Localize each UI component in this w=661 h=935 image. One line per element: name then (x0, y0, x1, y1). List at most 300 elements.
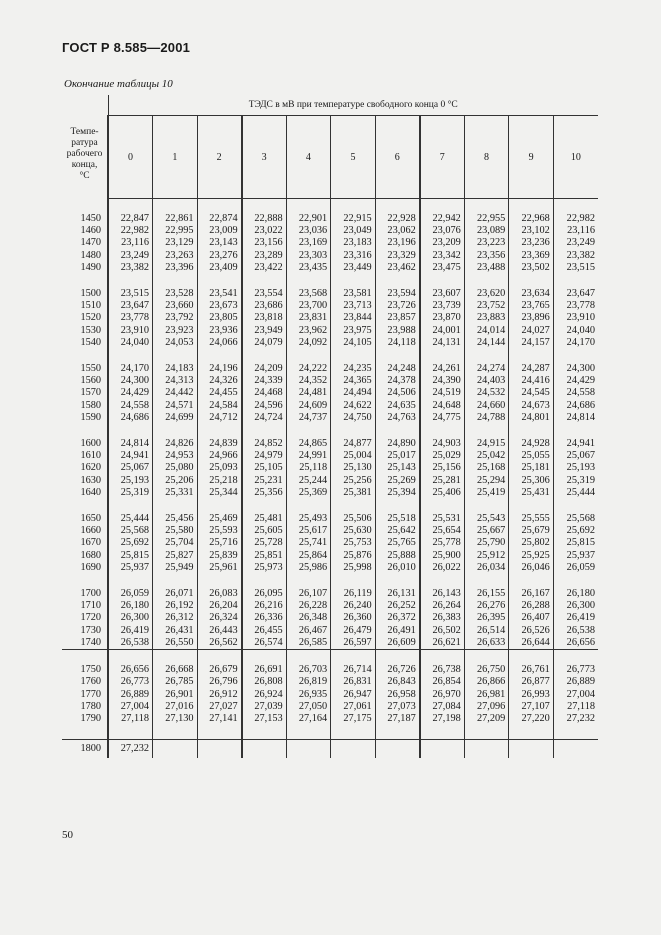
emf-value-cell: 26,276 (464, 600, 509, 612)
spacer-cell (242, 199, 287, 214)
emf-value-cell: 23,062 (375, 225, 420, 237)
emf-value-cell: 26,935 (286, 689, 331, 701)
emf-value-cell: 26,419 (108, 625, 153, 637)
emf-value-cell: 26,924 (242, 689, 287, 701)
spacer-cell (108, 499, 153, 513)
emf-value-cell: 26,360 (331, 612, 376, 624)
emf-value-cell: 27,232 (553, 713, 598, 725)
emf-value-cell: 26,252 (375, 600, 420, 612)
emf-value-cell: 24,571 (153, 400, 198, 412)
emf-value-cell: 26,877 (509, 676, 554, 688)
emf-value-cell: 26,958 (375, 689, 420, 701)
emf-value-cell: 24,196 (197, 363, 242, 375)
emf-value-cell: 24,494 (331, 387, 376, 399)
emf-value-cell: 25,067 (108, 462, 153, 474)
spacer-cell (509, 199, 554, 214)
emf-value-cell: 27,096 (464, 701, 509, 713)
spacer-cell (553, 574, 598, 588)
emf-value-cell: 26,107 (286, 588, 331, 600)
emf-value-cell (153, 740, 198, 759)
table-row (62, 664, 598, 676)
emf-value-cell: 23,316 (331, 250, 376, 262)
emf-value-cell: 26,479 (331, 625, 376, 637)
emf-value-cell: 25,753 (331, 537, 376, 549)
emf-value-cell: 25,306 (509, 475, 554, 487)
emf-value-cell: 23,249 (108, 250, 153, 262)
emf-value-cell: 24,481 (286, 387, 331, 399)
emf-value-cell: 23,076 (420, 225, 465, 237)
emf-value-cell: 25,654 (420, 525, 465, 537)
spacer-cell (375, 349, 420, 363)
emf-value-cell: 26,761 (509, 664, 554, 676)
emf-value-cell: 24,609 (286, 400, 331, 412)
column-header: 8 (464, 116, 509, 199)
emf-value-cell: 25,568 (108, 525, 153, 537)
emf-value-cell: 25,130 (331, 462, 376, 474)
emf-value-cell: 26,083 (197, 588, 242, 600)
emf-value-cell: 23,936 (197, 325, 242, 337)
emf-value-cell: 26,071 (153, 588, 198, 600)
spacer-cell (420, 274, 465, 288)
emf-value-cell: 25,925 (509, 550, 554, 562)
emf-value-cell: 23,102 (509, 225, 554, 237)
emf-value-cell: 23,129 (153, 237, 198, 249)
spacer-cell (108, 650, 153, 665)
emf-value-cell: 26,750 (464, 664, 509, 676)
emf-value-cell: 23,792 (153, 312, 198, 324)
emf-value-cell: 23,449 (331, 262, 376, 274)
emf-value-cell: 25,506 (331, 513, 376, 525)
emf-value-cell: 25,244 (286, 475, 331, 487)
emf-value-cell: 26,467 (286, 625, 331, 637)
emf-value-cell: 22,901 (286, 213, 331, 225)
emf-value-cell: 22,955 (464, 213, 509, 225)
emf-value-cell: 23,975 (331, 325, 376, 337)
table-row (62, 625, 598, 637)
temperature-cell: 1670 (62, 537, 108, 549)
emf-value-cell: 26,843 (375, 676, 420, 688)
emf-value-cell: 24,814 (553, 412, 598, 424)
emf-value-cell: 23,883 (464, 312, 509, 324)
emf-value-cell: 26,609 (375, 637, 420, 650)
emf-value-cell: 24,131 (420, 337, 465, 349)
emf-value-cell: 24,378 (375, 375, 420, 387)
document-header: ГОСТ Р 8.585—2001 (62, 40, 191, 55)
emf-value-cell: 25,802 (509, 537, 554, 549)
emf-value-cell: 24,648 (420, 400, 465, 412)
emf-value-cell: 23,700 (286, 300, 331, 312)
emf-value-cell: 25,679 (509, 525, 554, 537)
temperature-cell: 1520 (62, 312, 108, 324)
spacer-cell (375, 199, 420, 214)
emf-value-cell: 23,594 (375, 288, 420, 300)
emf-value-cell: 27,130 (153, 713, 198, 725)
emf-value-cell: 26,204 (197, 600, 242, 612)
emf-value-cell: 24,750 (331, 412, 376, 424)
emf-value-cell (420, 740, 465, 759)
emf-value-cell: 25,593 (197, 525, 242, 537)
emf-value-cell: 27,118 (553, 701, 598, 713)
emf-value-cell: 25,937 (108, 562, 153, 574)
emf-value-cell: 24,442 (153, 387, 198, 399)
spacer-cell (553, 274, 598, 288)
temperature-cell: 1560 (62, 375, 108, 387)
column-header: 0 (108, 116, 153, 199)
spacer-cell (242, 499, 287, 513)
emf-value-cell: 27,232 (108, 740, 153, 759)
table-row (62, 363, 598, 375)
emf-value-cell: 25,356 (242, 487, 287, 499)
table-caption: Окончание таблицы 10 (64, 78, 173, 90)
emf-value-cell: 27,187 (375, 713, 420, 725)
spacer-cell (108, 574, 153, 588)
emf-value-cell: 26,901 (153, 689, 198, 701)
emf-value-cell: 24,390 (420, 375, 465, 387)
emf-value-cell: 25,815 (553, 537, 598, 549)
emf-value-cell: 25,080 (153, 462, 198, 474)
emf-header: ТЭДС в мВ при температуре свободного конца 0 °С (108, 95, 598, 116)
spacer-cell (153, 424, 198, 438)
emf-value-cell: 26,738 (420, 664, 465, 676)
emf-value-cell: 24,558 (108, 400, 153, 412)
emf-value-cell: 24,429 (108, 387, 153, 399)
emf-value-cell: 23,818 (242, 312, 287, 324)
spacer-cell (509, 650, 554, 665)
emf-value-cell: 23,209 (420, 237, 465, 249)
emf-value-cell: 25,704 (153, 537, 198, 549)
emf-value-cell: 24,300 (553, 363, 598, 375)
emf-value-cell: 24,455 (197, 387, 242, 399)
table-row (62, 689, 598, 701)
emf-value-cell: 25,067 (553, 450, 598, 462)
emf-value-cell: 25,642 (375, 525, 420, 537)
spacer-cell (420, 499, 465, 513)
emf-value-cell: 24,506 (375, 387, 420, 399)
emf-value-cell: 24,660 (464, 400, 509, 412)
emf-value-cell: 25,728 (242, 537, 287, 549)
spacer-cell (331, 424, 376, 438)
emf-value-cell: 23,778 (108, 312, 153, 324)
emf-value-cell: 25,741 (286, 537, 331, 549)
spacer-cell (62, 574, 108, 588)
temperature-cell: 1800 (62, 740, 108, 759)
emf-value-cell: 25,369 (286, 487, 331, 499)
emf-value-cell: 22,968 (509, 213, 554, 225)
spacer-cell (108, 424, 153, 438)
emf-value-cell: 23,382 (553, 250, 598, 262)
emf-value-cell: 26,131 (375, 588, 420, 600)
emf-value-cell (375, 740, 420, 759)
emf-value-cell: 23,554 (242, 288, 287, 300)
spacer-cell (108, 274, 153, 288)
emf-value-cell: 24,040 (108, 337, 153, 349)
emf-value-cell: 23,515 (108, 288, 153, 300)
spacer-cell (420, 349, 465, 363)
emf-value-cell: 25,900 (420, 550, 465, 562)
emf-value-cell: 26,538 (553, 625, 598, 637)
emf-value-cell: 26,538 (108, 637, 153, 650)
emf-value-cell: 26,526 (509, 625, 554, 637)
emf-value-cell: 24,979 (242, 450, 287, 462)
emf-value-cell: 22,982 (108, 225, 153, 237)
emf-value-cell: 25,469 (197, 513, 242, 525)
emf-value-cell: 25,218 (197, 475, 242, 487)
temperature-cell: 1750 (62, 664, 108, 676)
spacer-cell (553, 349, 598, 363)
emf-value-cell: 26,155 (464, 588, 509, 600)
spacer-cell (62, 199, 108, 214)
spacer-cell (153, 274, 198, 288)
emf-value-cell: 25,986 (286, 562, 331, 574)
emf-value-cell: 24,053 (153, 337, 198, 349)
emf-value-cell: 23,910 (553, 312, 598, 324)
emf-value-cell: 26,656 (553, 637, 598, 650)
emf-value-cell: 24,274 (464, 363, 509, 375)
temperature-cell: 1660 (62, 525, 108, 537)
emf-value-cell: 26,192 (153, 600, 198, 612)
spacer-cell (331, 499, 376, 513)
emf-value-cell: 25,617 (286, 525, 331, 537)
emf-value-cell: 23,620 (464, 288, 509, 300)
temperature-header-line: Темпе- (70, 127, 99, 137)
temperature-cell: 1720 (62, 612, 108, 624)
emf-value-cell: 24,673 (509, 400, 554, 412)
emf-value-cell: 24,079 (242, 337, 287, 349)
spacer-cell (375, 424, 420, 438)
emf-value-cell: 23,988 (375, 325, 420, 337)
emf-value-cell: 23,249 (553, 237, 598, 249)
emf-value-cell: 24,686 (553, 400, 598, 412)
spacer-cell (242, 650, 287, 665)
emf-value-cell: 23,223 (464, 237, 509, 249)
emf-value-cell: 23,116 (553, 225, 598, 237)
emf-value-cell: 23,778 (553, 300, 598, 312)
emf-value-cell: 26,970 (420, 689, 465, 701)
emf-value-cell: 24,027 (509, 325, 554, 337)
table-row (62, 250, 598, 262)
table-row (62, 438, 598, 450)
spacer-cell (197, 424, 242, 438)
spacer-cell (553, 424, 598, 438)
table-row (62, 676, 598, 688)
emf-value-cell (242, 740, 287, 759)
emf-value-cell: 25,344 (197, 487, 242, 499)
table-row (62, 562, 598, 574)
emf-value-cell: 25,543 (464, 513, 509, 525)
emf-value-cell: 23,765 (509, 300, 554, 312)
emf-value-cell: 23,923 (153, 325, 198, 337)
emf-value-cell: 23,739 (420, 300, 465, 312)
emf-value-cell: 25,949 (153, 562, 198, 574)
emf-value-cell: 24,403 (464, 375, 509, 387)
emf-value-cell: 25,193 (108, 475, 153, 487)
emf-value-cell: 24,468 (242, 387, 287, 399)
emf-value-cell: 22,982 (553, 213, 598, 225)
emf-value-cell: 23,568 (286, 288, 331, 300)
table-row (62, 550, 598, 562)
spacer-cell (286, 725, 331, 740)
spacer-cell (153, 725, 198, 740)
emf-value-cell: 23,089 (464, 225, 509, 237)
table-row (62, 637, 598, 650)
emf-value-cell: 24,839 (197, 438, 242, 450)
temperature-cell: 1450 (62, 213, 108, 225)
emf-value-cell: 24,775 (420, 412, 465, 424)
emf-value-cell: 24,724 (242, 412, 287, 424)
spacer-cell (197, 650, 242, 665)
spacer-cell (242, 424, 287, 438)
table-row (62, 213, 598, 225)
emf-value-cell: 23,156 (242, 237, 287, 249)
spacer-cell (509, 349, 554, 363)
emf-value-cell: 25,481 (242, 513, 287, 525)
emf-value-cell: 23,910 (108, 325, 153, 337)
thermo-emf-table (62, 95, 598, 758)
emf-value-cell: 23,528 (153, 288, 198, 300)
emf-value-cell: 23,409 (197, 262, 242, 274)
emf-value-cell: 24,903 (420, 438, 465, 450)
spacer-cell (242, 574, 287, 588)
spacer-cell (153, 349, 198, 363)
emf-value-cell: 24,635 (375, 400, 420, 412)
emf-value-cell: 23,515 (553, 262, 598, 274)
emf-value-cell: 23,541 (197, 288, 242, 300)
emf-value-cell: 25,017 (375, 450, 420, 462)
emf-value-cell: 26,656 (108, 664, 153, 676)
table-row (62, 400, 598, 412)
emf-value-cell: 22,847 (108, 213, 153, 225)
spacer-cell (153, 650, 198, 665)
emf-value-cell: 27,107 (509, 701, 554, 713)
emf-value-cell: 24,558 (553, 387, 598, 399)
emf-value-cell: 24,584 (197, 400, 242, 412)
emf-value-cell: 26,981 (464, 689, 509, 701)
emf-value-cell: 24,622 (331, 400, 376, 412)
spacer-cell (509, 424, 554, 438)
temperature-cell: 1570 (62, 387, 108, 399)
emf-value-cell: 26,419 (553, 612, 598, 624)
spacer-cell (464, 349, 509, 363)
emf-value-cell: 23,342 (420, 250, 465, 262)
emf-value-cell: 25,444 (108, 513, 153, 525)
spacer-cell (375, 574, 420, 588)
emf-value-cell: 25,456 (153, 513, 198, 525)
emf-value-cell: 26,854 (420, 676, 465, 688)
emf-value-cell: 24,014 (464, 325, 509, 337)
table-row (62, 462, 598, 474)
emf-value-cell: 24,814 (108, 438, 153, 450)
emf-value-cell: 25,281 (420, 475, 465, 487)
emf-value-cell: 26,455 (242, 625, 287, 637)
emf-value-cell: 27,061 (331, 701, 376, 713)
table-row (62, 487, 598, 499)
emf-value-cell: 26,562 (197, 637, 242, 650)
temperature-cell: 1550 (62, 363, 108, 375)
emf-value-cell: 23,896 (509, 312, 554, 324)
table-row (62, 701, 598, 713)
emf-value-cell: 23,462 (375, 262, 420, 274)
emf-value-cell (197, 740, 242, 759)
emf-value-cell: 25,815 (108, 550, 153, 562)
emf-value-cell: 23,422 (242, 262, 287, 274)
emf-value-cell: 23,962 (286, 325, 331, 337)
emf-value-cell: 25,493 (286, 513, 331, 525)
emf-value-cell: 24,737 (286, 412, 331, 424)
emf-value-cell: 25,406 (420, 487, 465, 499)
spacer-cell (286, 424, 331, 438)
table-row (62, 588, 598, 600)
spacer-cell (153, 574, 198, 588)
spacer-cell (553, 199, 598, 214)
spacer-cell (286, 499, 331, 513)
spacer-cell (464, 274, 509, 288)
spacer-cell (242, 274, 287, 288)
page-number: 50 (62, 829, 73, 841)
spacer-cell (62, 725, 108, 740)
emf-value-cell: 23,581 (331, 288, 376, 300)
emf-value-cell: 25,231 (242, 475, 287, 487)
emf-value-cell: 25,156 (420, 462, 465, 474)
emf-value-cell: 26,785 (153, 676, 198, 688)
emf-value-cell: 23,036 (286, 225, 331, 237)
emf-value-cell: 23,870 (420, 312, 465, 324)
table-row (62, 288, 598, 300)
spacer-cell (197, 574, 242, 588)
spacer-cell (286, 650, 331, 665)
emf-value-cell: 26,491 (375, 625, 420, 637)
table-row (62, 612, 598, 624)
emf-value-cell: 24,852 (242, 438, 287, 450)
temperature-cell: 1760 (62, 676, 108, 688)
emf-value-cell: 23,276 (197, 250, 242, 262)
emf-value-cell: 25,105 (242, 462, 287, 474)
temperature-header-line: конца, (71, 160, 98, 170)
emf-value-cell: 27,220 (509, 713, 554, 725)
emf-value-cell: 22,915 (331, 213, 376, 225)
spacer-cell (464, 650, 509, 665)
emf-value-cell: 25,431 (509, 487, 554, 499)
emf-value-cell: 25,269 (375, 475, 420, 487)
emf-value-cell: 26,443 (197, 625, 242, 637)
emf-value-cell: 25,029 (420, 450, 465, 462)
spacer-cell (197, 499, 242, 513)
emf-value-cell: 23,713 (331, 300, 376, 312)
spacer-cell (553, 725, 598, 740)
emf-value-cell (331, 740, 376, 759)
emf-value-cell: 25,827 (153, 550, 198, 562)
emf-value-cell: 26,059 (553, 562, 598, 574)
emf-value-cell: 23,805 (197, 312, 242, 324)
emf-value-cell (509, 740, 554, 759)
emf-value-cell: 25,876 (331, 550, 376, 562)
spacer-cell (153, 499, 198, 513)
emf-value-cell (464, 740, 509, 759)
emf-value-cell: 25,294 (464, 475, 509, 487)
emf-value-cell (553, 740, 598, 759)
emf-value-cell: 25,319 (108, 487, 153, 499)
temperature-cell: 1530 (62, 325, 108, 337)
emf-value-cell: 27,073 (375, 701, 420, 713)
emf-value-cell: 25,778 (420, 537, 465, 549)
emf-value-cell: 25,716 (197, 537, 242, 549)
emf-value-cell: 27,164 (286, 713, 331, 725)
temperature-cell: 1460 (62, 225, 108, 237)
emf-value-cell: 24,040 (553, 325, 598, 337)
emf-value-cell: 27,050 (286, 701, 331, 713)
emf-value-cell: 24,763 (375, 412, 420, 424)
emf-value-cell: 24,991 (286, 450, 331, 462)
emf-value-cell: 24,865 (286, 438, 331, 450)
